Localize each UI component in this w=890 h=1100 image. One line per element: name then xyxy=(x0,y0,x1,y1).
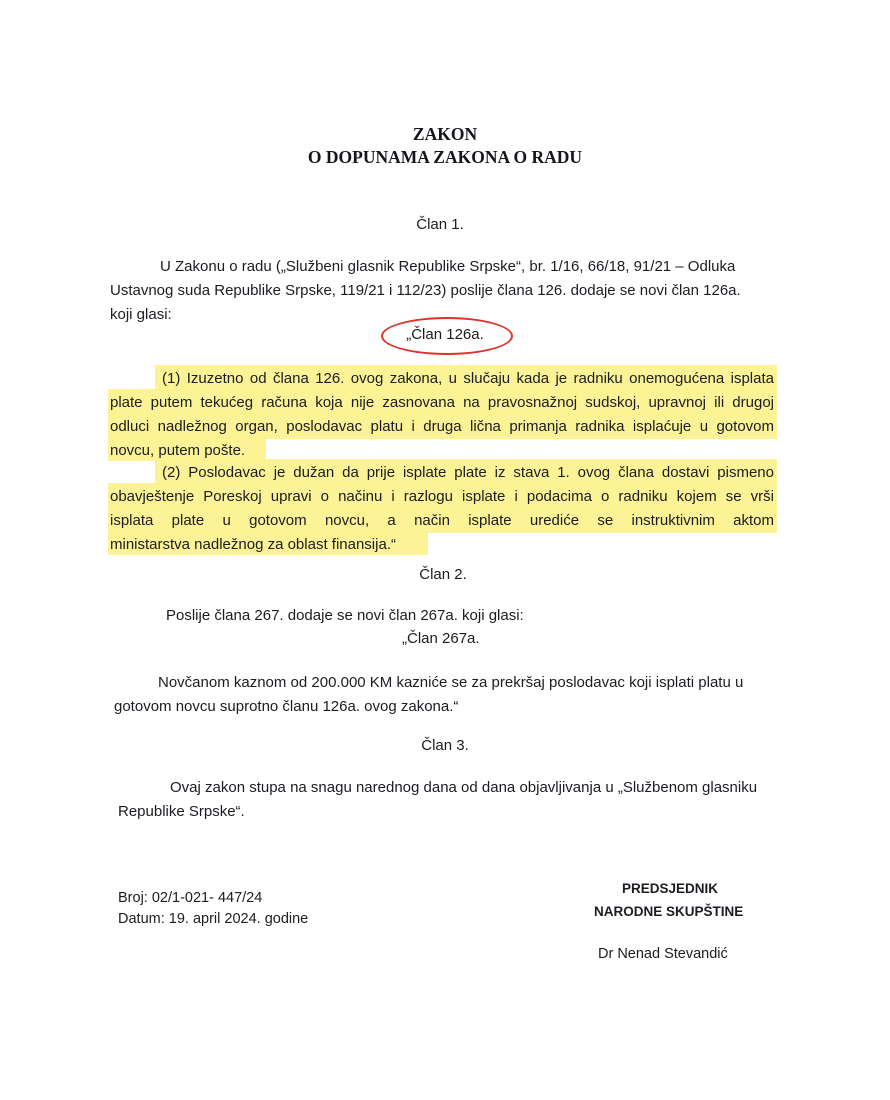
clan1-intro-line: koji glasi: xyxy=(110,306,172,323)
clan1-intro-line: U Zakonu o radu („Službeni glasnik Republike Srpske“, br. 1/16, 66/18, 91/21 – Odluka xyxy=(160,258,736,275)
new-article-267a: „Član 267a. xyxy=(402,630,480,647)
stav1-line: odluci nadležnog organ, poslodavac platu i druga lična primanja radnika isplaćuje u gotovom xyxy=(110,418,774,435)
clan3-text-line: Ovaj zakon stupa na snagu narednog dana od dana objavljivanja u „Službenom glasniku xyxy=(170,779,758,796)
stav1-line: (1) Izuzetno od člana 126. ovog zakona, u slučaju kada je radniku onemogućena isplata xyxy=(162,370,774,387)
signatory-name: Dr Nenad Stevandić xyxy=(598,946,728,962)
stav2-line: isplata plate u gotovom novcu, a način isplate urediće se instruktivnim aktom xyxy=(110,512,774,529)
stav2-line: ministarstva nadležnog za oblast finansija.“ xyxy=(110,536,396,553)
clan2-intro: Poslije člana 267. dodaje se novi član 267a. koji glasi: xyxy=(166,607,524,624)
law-subtitle: O DOPUNAMA ZAKONA O RADU xyxy=(307,147,583,167)
signatory-title: PREDSJEDNIK xyxy=(622,881,719,896)
new-article-126a: „Član 126a. xyxy=(406,326,484,343)
clan3-text-line: Republike Srpske“. xyxy=(118,803,245,820)
law-title: ZAKON xyxy=(412,124,478,144)
stav2-line: (2) Poslodavac je dužan da prije isplate plate iz stava 1. ovog člana dostavi pismeno xyxy=(162,464,774,481)
clan1-heading: Član 1. xyxy=(416,216,464,233)
stav1-line: plate putem tekućeg računa koja nije zasnovana na pravosnažnoj sudskoj, upravnoj ili drugoj xyxy=(110,394,774,411)
document-date: Datum: 19. april 2024. godine xyxy=(118,911,309,927)
clan2-text-line: Novčanom kaznom od 200.000 KM kazniće se za prekršaj poslodavac koji isplati platu u xyxy=(158,674,744,691)
clan1-intro-line: Ustavnog suda Republike Srpske, 119/21 i 112/23) poslije člana 126. dodaje se novi član 126a. xyxy=(110,282,741,299)
clan3-heading: Član 3. xyxy=(421,737,469,754)
signatory-institution: NARODNE SKUPŠTINE xyxy=(594,904,744,919)
clan2-text-line: gotovom novcu suprotno članu 126a. ovog zakona.“ xyxy=(114,698,459,715)
stav1-line: novcu, putem pošte. xyxy=(110,442,246,459)
document-number: Broj: 02/1-021- 447/24 xyxy=(118,890,263,906)
clan2-heading: Član 2. xyxy=(419,566,467,583)
stav2-line: obavještenje Poreskoj upravi o načinu i razlogu isplate i podacima o radniku kojem se vrši xyxy=(110,488,774,505)
